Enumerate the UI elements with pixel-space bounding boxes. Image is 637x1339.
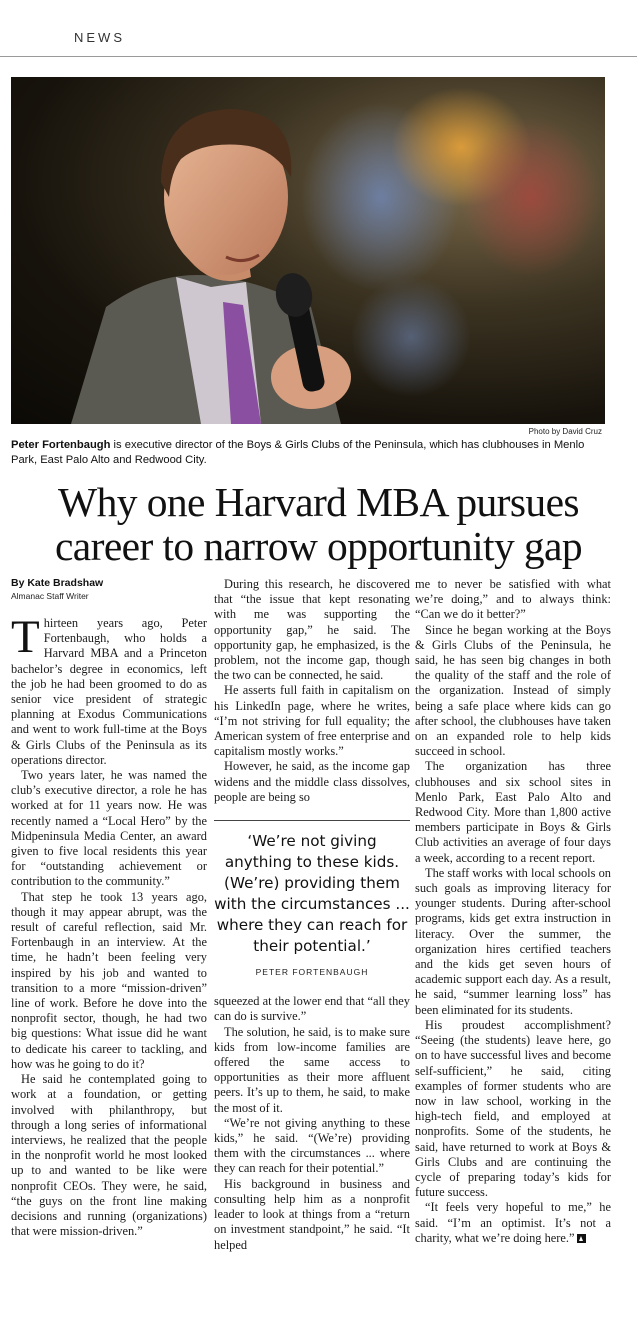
article-paragraph: me to never be satisfied with what we’re doing,” and to always think: “Can we do it better?” [415, 577, 611, 622]
article-paragraph: That step he took 13 years ago, though it may appear abrupt, was the result of careful reflection, said Mr. Fortenbaugh in an interview. At the time, he hadn’t been feeling very inspired by his job and wanted to transition to a more “mission-driven” line of work. Before he dove into the nonprofit sector, though, he had two big questions: What issue did he want to dedicate his career to tackling, and how was he going to do it? [11, 889, 207, 1071]
drop-cap: T [11, 611, 40, 663]
article-column-1 [11, 577, 207, 1239]
caption-name: Peter Fortenbaugh [11, 439, 111, 451]
end-of-story-icon [577, 1234, 586, 1243]
byline-role: Almanac Staff Writer [11, 591, 89, 601]
article-column-3 [415, 577, 611, 1246]
article-paragraph: Two years later, he was named the club’s executive director, a role he has worked at for 11 years now. He was recently named a “Local Hero” by the Midpeninsula Media Center, an award given to five local residents this year for “outstanding achievement or contribution to the community.” [11, 768, 207, 889]
article-paragraph: “We’re not giving anything to these kids,” he said. “(We’re) providing them with the circumstances ... where they can reach for their potential.” [214, 1115, 410, 1176]
article-paragraph: He asserts full faith in capitalism on his LinkedIn page, where he writes, “I’m not striving for full equality; the American system of free enterprise and capitalism mostly works.” [214, 683, 410, 759]
article-paragraph: His background in business and consulting help him as a nonprofit leader to look at things from a “return on investment standpoint,” he said. “It helped [214, 1176, 410, 1252]
article-paragraph: The solution, he said, is to make sure kids from low-income families are offered the same access to opportunities as their more affluent peers. It’s up to them, he said, to make the most of it. [214, 1024, 410, 1115]
article-paragraph: He said he contemplated going to work at a foundation, or getting involved with philanthropy, but through a long series of informational interviews, he realized that the people in the nonprofit world he most looked up to and wanted to be like were nonprofit CEOs. They were, he said, “the guys on the front line making decisions and running (organizations) that were mission-driven.” [11, 1072, 207, 1239]
headline: Why one Harvard MBA pursues career to narrow opportunity gap [54, 479, 582, 569]
column-1-body [11, 611, 207, 1239]
column-2-bottom-body [214, 994, 410, 1252]
article-paragraph: However, he said, as the income gap widens and the middle class dissolves, people are being so [214, 759, 410, 804]
article-paragraph: squeezed at the lower end that “all they can do is survive.” [214, 994, 410, 1024]
article-paragraph: Since he began working at the Boys & Girls Clubs of the Peninsula, he said, he has seen big changes in both the quality of the staff and the role of the organization. Instead of simply being a safe place where kids can go after school, the clubhouses have taken on an expanded role to help kids succeed in school. [415, 622, 611, 759]
speaker-illustration [11, 77, 605, 424]
photo-credit: Photo by David Cruz [528, 427, 602, 436]
header-rule [0, 56, 637, 57]
article-paragraph: The staff works with local schools on such goals as improving literacy for younger students. During after-school programs, kids get extra instruction in literacy. Over the summer, the organization hires certified teachers and the kids get seven hours of academic support each day. As a result, he said, “summer learning loss” has been eliminated for its students. [415, 865, 611, 1017]
caption-text: is executive director of the Boys & Girls Clubs of the Peninsula, which has clubhouses in Menlo Park, East Palo Alto and Redwood City. [11, 439, 585, 466]
photo-caption [11, 438, 611, 468]
section-label: NEWS [74, 30, 125, 45]
article-photo [11, 77, 605, 424]
pull-quote [214, 820, 410, 980]
paragraph-text: hirteen years ago, Peter Fortenbaugh, who holds a Harvard MBA and a Princeton bachelor’s degree in economics, left the job he had been groomed to do as senior vice president of strategic planning at Exodus Communications and went to work full-time at the Boys & Girls Clubs of the Peninsula as its operations director. [11, 616, 207, 767]
article-paragraph: His proudest accomplishment? “Seeing (the students) leave here, go on to have successful lives and become self-sufficient,” he said, citing examples of former students who are now in law school, working in the high-tech field, and employed at nonprofits. Some of the students, he said, have returned to work at Boys & Girls Clubs and are continuing the cycle of preparing today’s kids for future success. [415, 1017, 611, 1200]
article-paragraph: “It feels very hopeful to me,” he said. “I’m an optimist. It’s not a charity, what we’re doing here.” [415, 1200, 611, 1245]
article-paragraph [11, 611, 207, 768]
byline-author: By Kate Bradshaw [11, 577, 104, 589]
article-paragraph: During this research, he discovered that “the issue that kept resonating with me was supporting the opportunity gap,” he said. The opportunity gap, he emphasized, is the problem, not the income gap, though the two can be connected, he said. [214, 577, 410, 683]
pull-quote-text: ‘We’re not giving anything to these kids. (We’re) providing them with the circumstances ... where they can reach for their potential.’ [214, 832, 410, 956]
column-2-top-body [214, 577, 410, 805]
column-3-body [415, 577, 611, 1246]
article-column-2 [214, 577, 410, 1253]
pull-quote-attribution: PETER FORTENBAUGH [255, 967, 369, 978]
article-paragraph: The organization has three clubhouses and six school sites in Menlo Park, East Palo Alto and Redwood City. More than 1,800 active members participate in Boys & Girls Club activities an average of four days a week, according to a recent report. [415, 759, 611, 865]
